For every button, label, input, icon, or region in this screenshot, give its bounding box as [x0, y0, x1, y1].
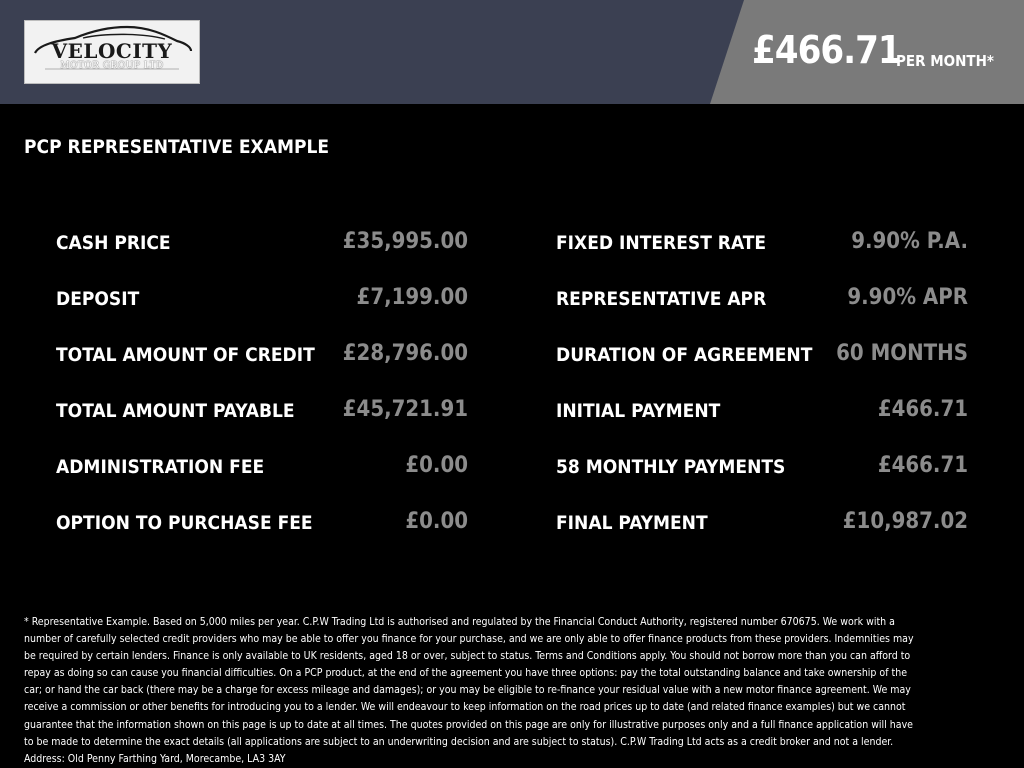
- total-credit-label: TOTAL AMOUNT OF CREDIT: [56, 344, 315, 366]
- logo-subtitle: MOTOR GROUP LTD: [60, 61, 164, 71]
- final-payment-label: FINAL PAYMENT: [556, 512, 708, 534]
- total-payable-value: £45,721.91: [342, 397, 468, 422]
- total-payable-label: TOTAL AMOUNT PAYABLE: [56, 400, 295, 422]
- interest-rate-value: 9.90% P.A.: [851, 229, 968, 254]
- per-month-label: PER MONTH*: [896, 52, 994, 70]
- apr-label: REPRESENTATIVE APR: [556, 288, 767, 310]
- purchase-fee-value: £0.00: [405, 509, 468, 534]
- duration-label: DURATION OF AGREEMENT: [556, 344, 813, 366]
- deposit-value: £7,199.00: [356, 285, 468, 310]
- purchase-fee-label: OPTION TO PURCHASE FEE: [56, 512, 313, 534]
- deposit-label: DEPOSIT: [56, 288, 140, 310]
- finance-disclaimer: * Representative Example. Based on 5,000 miles per year. C.P.W Trading Ltd is authorised and regulated by the Financial Conduct Authority, registered number 670675. We work with a number of carefully selected credit providers who may be able to offer you finance for your purchase, and we are only able to offer finance products from these providers. Indemnities may be required by certain lenders. Finance is only available to UK residents, aged 18 or over, subject to status. Terms and Conditions apply. You should not borrow more than you can afford to repay as doing so can cause you financial difficulties. On a PCP product, at the end of the agreement you have three options: pay the total outstanding balance and take ownership of the car; or hand the car back (there may be a charge for excess mileage and damages); or you may be eligible to re-finance your residual value with a new motor finance agreement. We may receive a commission or other benefits for introducing you to a lender. We will endeavour to keep information on the road prices up to date (and related finance examples) but we cannot guarantee that the information shown on this page is up to date at all times. The quotes provided on this page are only for illustrative purposes only and a full finance application will have to be made to determine the exact details (all applications are subject to an underwriting decision and are subject to status). C.P.W Trading Ltd acts as a credit broker and not a lender. Address: Old Penny Farthing Yard, Morecambe, LA3 3AY: [24, 616, 914, 765]
- dealer-logo[interactable]: [24, 20, 200, 84]
- initial-payment-value: £466.71: [877, 397, 968, 422]
- monthly-payments-value: £466.71: [877, 453, 968, 478]
- cash-price-label: CASH PRICE: [56, 232, 171, 254]
- apr-value: 9.90% APR: [847, 285, 968, 310]
- logo-wordmark: VELOCITY: [51, 39, 173, 63]
- duration-value: 60 MONTHS: [836, 341, 968, 366]
- monthly-payments-label: 58 MONTHLY PAYMENTS: [556, 456, 786, 478]
- admin-fee-label: ADMINISTRATION FEE: [56, 456, 265, 478]
- final-payment-value: £10,987.02: [842, 509, 968, 534]
- total-credit-value: £28,796.00: [342, 341, 468, 366]
- admin-fee-value: £0.00: [405, 453, 468, 478]
- cash-price-value: £35,995.00: [342, 229, 468, 254]
- interest-rate-label: FIXED INTEREST RATE: [556, 232, 767, 254]
- initial-payment-label: INITIAL PAYMENT: [556, 400, 721, 422]
- section-title: PCP REPRESENTATIVE EXAMPLE: [24, 136, 330, 158]
- monthly-price: £466.71: [752, 28, 901, 72]
